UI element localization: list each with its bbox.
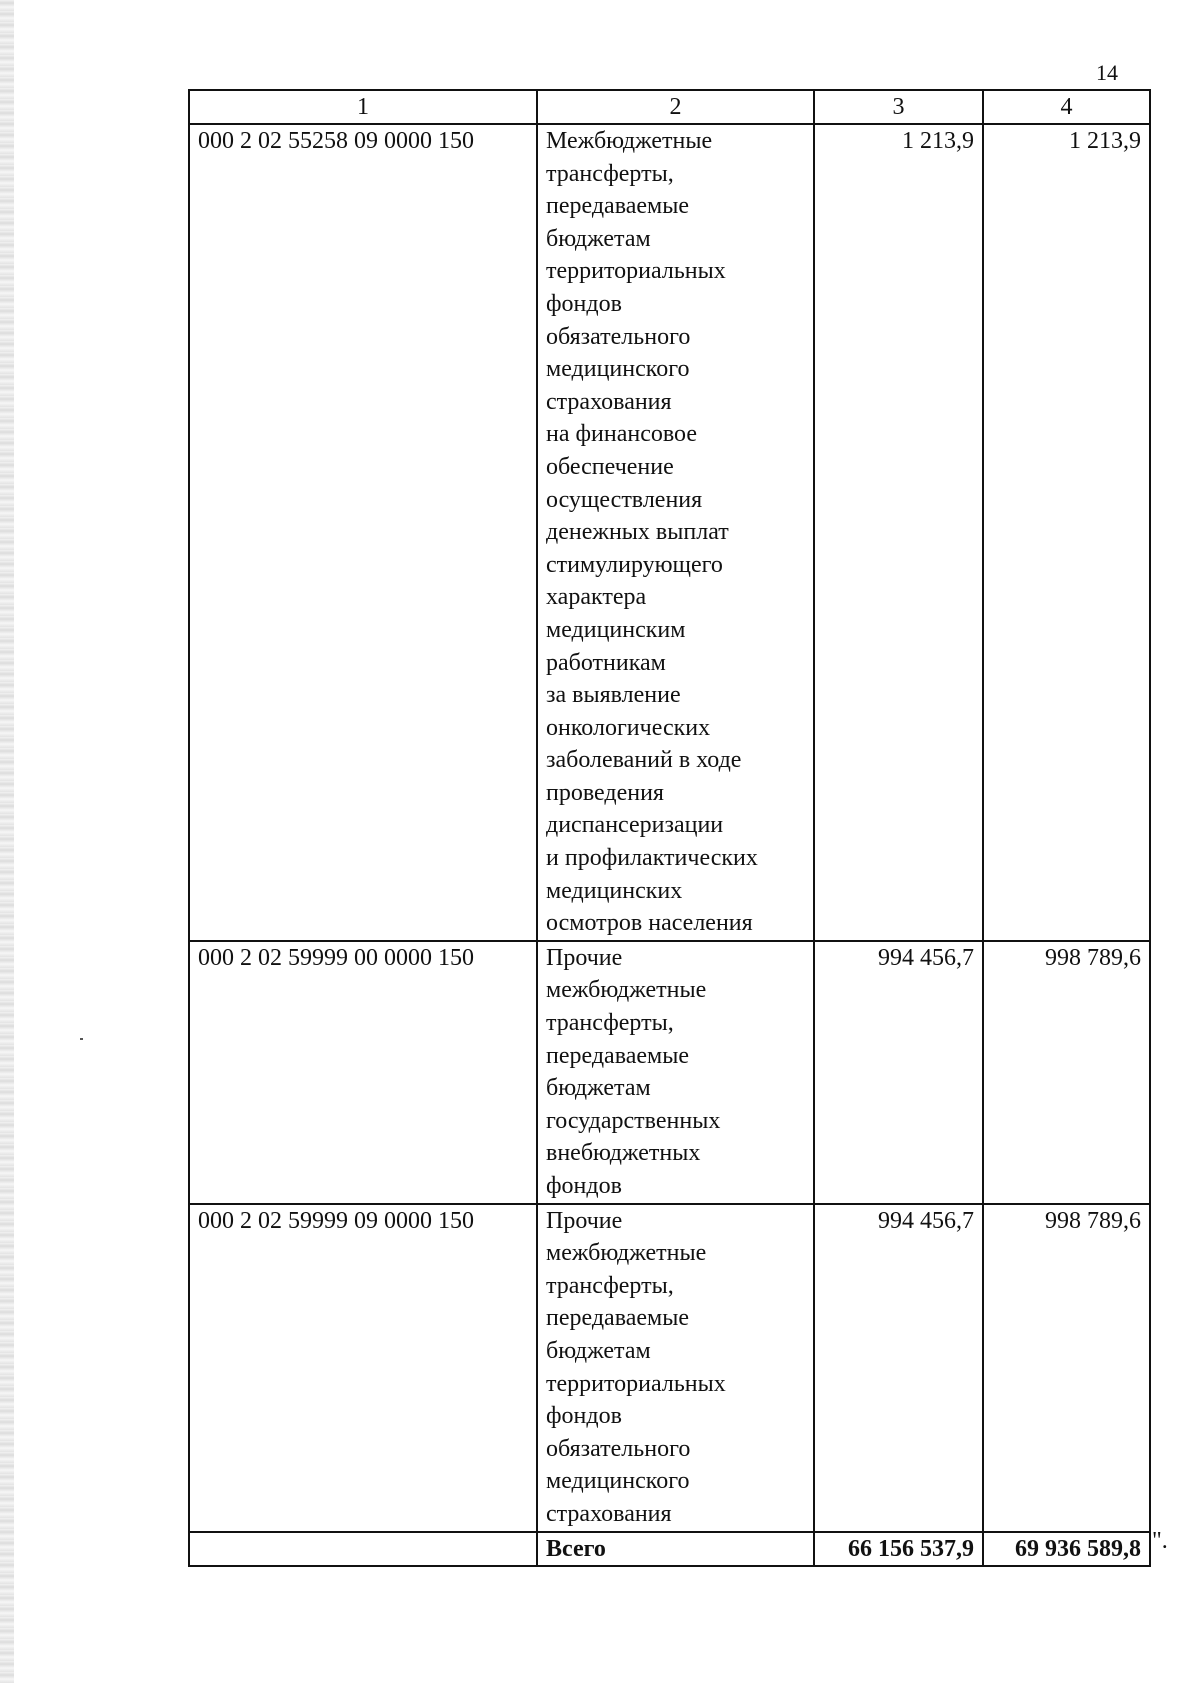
description-line: территориальных	[546, 258, 726, 285]
description-line: Прочие	[546, 1207, 623, 1234]
description-line: страхования	[546, 388, 672, 415]
description-line: межбюджетные	[546, 977, 707, 1004]
description-line: территориальных	[546, 1370, 726, 1397]
description-line: обязательного	[546, 1435, 691, 1462]
description-line: обязательного	[546, 323, 691, 350]
description-line: и профилактических	[546, 845, 758, 872]
description-line: заболеваний в ходе	[546, 747, 742, 774]
total-label: Всего	[537, 1532, 814, 1567]
value-col3: 1 213,9	[814, 124, 983, 941]
table-row	[189, 1204, 1150, 1532]
description-line: Межбюджетные	[546, 128, 713, 154]
table-row	[189, 941, 1150, 1204]
description-line: бюджетам	[546, 1337, 651, 1364]
description-line: передаваемые	[546, 193, 689, 220]
description-line: передаваемые	[546, 1305, 689, 1332]
description-line: медицинских	[546, 877, 683, 904]
description-line: государственных	[546, 1107, 721, 1134]
description-line: фондов	[546, 290, 622, 317]
value-col4: 998 789,6	[983, 1204, 1150, 1532]
scan-edge-artifact	[0, 0, 14, 1683]
description-line: характера	[546, 584, 647, 611]
page-number: 14	[1096, 60, 1118, 85]
column-header-2: 2	[537, 90, 814, 124]
closing-quote-mark: ".	[1152, 1528, 1168, 1554]
column-header-1: 1	[189, 90, 537, 124]
description-line: осуществления	[546, 486, 703, 513]
total-row	[189, 1532, 1150, 1567]
description-line: бюджетам	[546, 1075, 651, 1102]
description-line: передаваемые	[546, 1042, 689, 1069]
description-line: диспансеризации	[546, 812, 724, 839]
column-header-4: 4	[983, 90, 1150, 124]
description-line: медицинского	[546, 356, 690, 383]
description-line: денежных выплат	[546, 519, 729, 546]
description-line: трансферты,	[546, 160, 674, 187]
value-col3: 994 456,7	[814, 1204, 983, 1532]
description-line: за выявление	[546, 682, 681, 709]
description-line: фондов	[546, 1173, 622, 1199]
description-line: медицинским	[546, 616, 686, 643]
description-line: на финансовое	[546, 421, 697, 448]
scan-speck	[80, 1038, 83, 1040]
row-description	[537, 941, 814, 1204]
description-line: проведения	[546, 779, 664, 806]
description-line: трансферты,	[546, 1272, 674, 1299]
budget-code: 000 2 02 59999 09 0000 150	[189, 1204, 537, 1532]
description-line: трансферты,	[546, 1010, 674, 1037]
value-col3: 994 456,7	[814, 941, 983, 1204]
description-line: Прочие	[546, 944, 623, 971]
description-line: работникам	[546, 649, 666, 676]
description-line: медицинского	[546, 1468, 690, 1495]
column-header-3: 3	[814, 90, 983, 124]
budget-code: 000 2 02 59999 00 0000 150	[189, 941, 537, 1204]
row-description	[537, 1204, 814, 1532]
description-line: обеспечение	[546, 453, 674, 480]
header-row	[189, 90, 1150, 124]
total-col3: 66 156 537,9	[814, 1532, 983, 1567]
description-line: бюджетам	[546, 225, 651, 252]
value-col4: 1 213,9	[983, 124, 1150, 941]
description-line: онкологических	[546, 714, 711, 741]
row-description	[537, 124, 814, 941]
description-line: межбюджетные	[546, 1240, 707, 1267]
description-line: фондов	[546, 1403, 622, 1430]
description-line: страхования	[546, 1500, 672, 1527]
table-row	[189, 124, 1150, 941]
total-col4: 69 936 589,8	[983, 1532, 1150, 1567]
description-line: осмотров населения	[546, 910, 753, 937]
value-col4: 998 789,6	[983, 941, 1150, 1204]
description-line: стимулирующего	[546, 551, 723, 578]
budget-code: 000 2 02 55258 09 0000 150	[189, 124, 537, 941]
budget-table	[188, 89, 1151, 1567]
total-code-empty	[189, 1532, 537, 1567]
description-line: внебюджетных	[546, 1140, 701, 1167]
